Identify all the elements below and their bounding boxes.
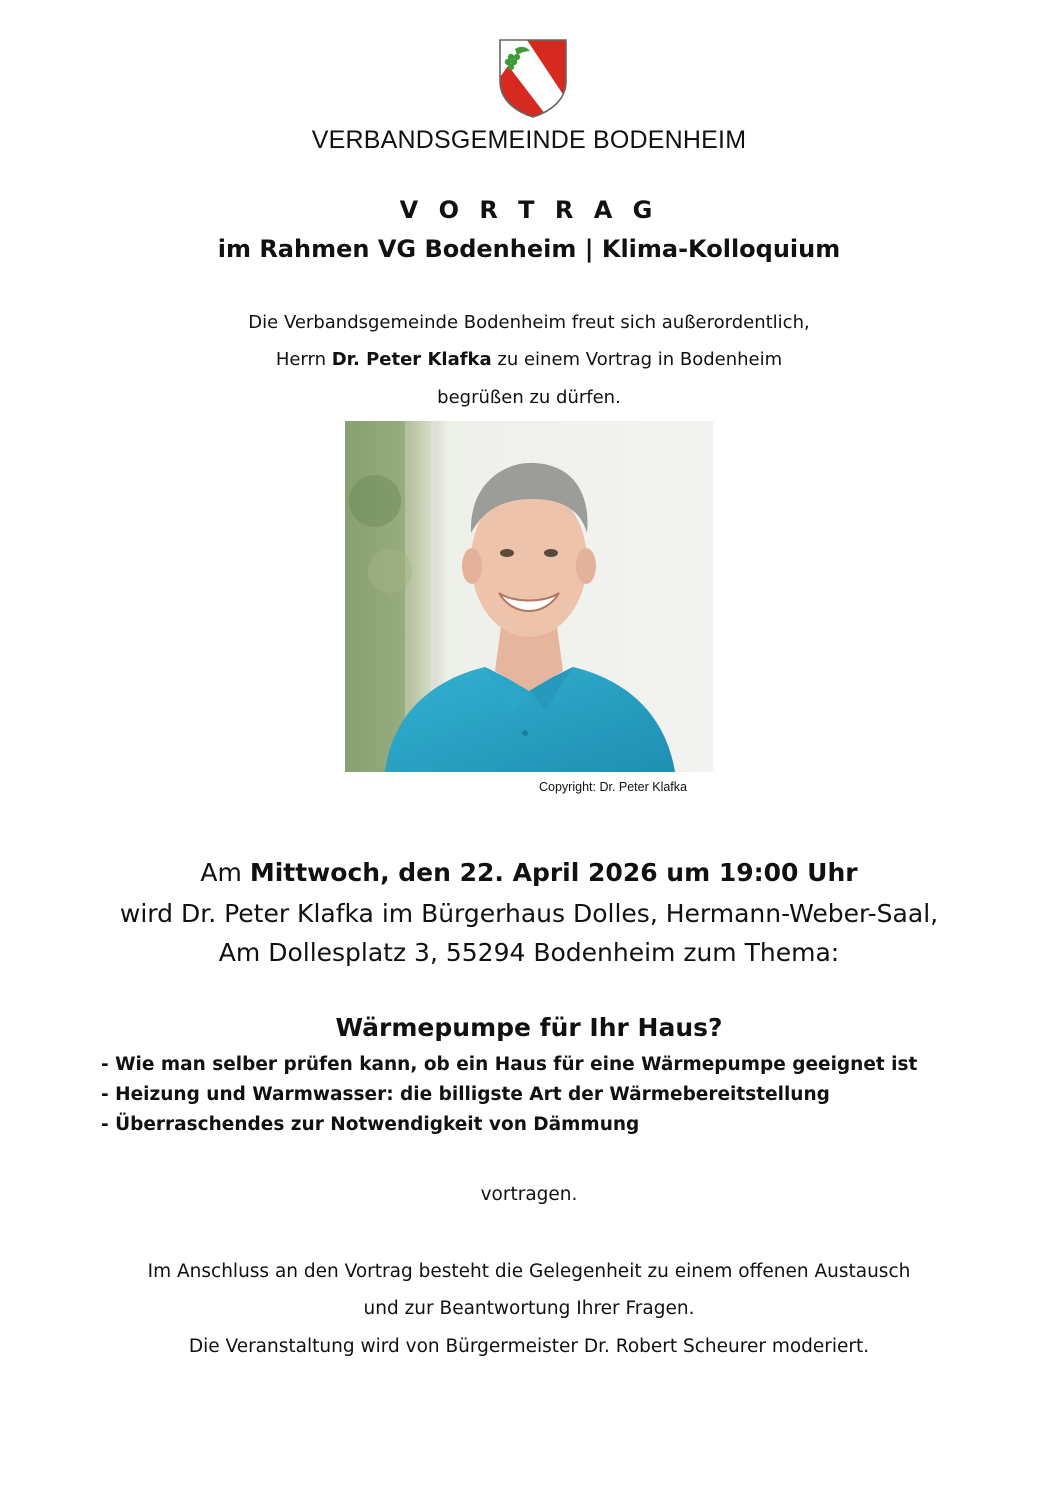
intro-line-3: begrüßen zu dürfen. [437, 387, 621, 408]
outro-line-2: und zur Beantwortung Ihrer Fragen. [363, 1298, 695, 1319]
event-type-heading: V O R T R A G [399, 196, 659, 224]
topic-bullet: - Überraschendes zur Notwendigkeit von Dämmung [101, 1114, 640, 1135]
event-address-line: Am Dollesplatz 3, 55294 Bodenheim zum Thema: [218, 938, 840, 967]
topic-bullet: - Wie man selber prüfen kann, ob ein Haus für eine Wärmepumpe geeignet ist [101, 1054, 918, 1075]
organization-name: VERBANDSGEMEINDE BODENHEIM [311, 126, 747, 154]
topic-title: Wärmepumpe für Ihr Haus? [335, 1013, 723, 1042]
closing-verb: vortragen. [480, 1184, 578, 1205]
photo-credit: Copyright: Dr. Peter Klafka [539, 780, 687, 794]
event-date: Mittwoch, den 22. April 2026 um 19:00 Uhr [249, 858, 858, 887]
event-series-heading: im Rahmen VG Bodenheim | Klima-Kolloquium [217, 235, 841, 263]
event-venue-line: wird Dr. Peter Klafka im Bürgerhaus Dolles, Hermann-Weber-Saal, [119, 899, 939, 928]
outro-line-3: Die Veranstaltung wird von Bürgermeister Dr. Robert Scheurer moderiert. [188, 1336, 870, 1357]
intro-line-1: Die Verbandsgemeinde Bodenheim freut sich außerordentlich, [248, 312, 810, 333]
intro-prefix: Herrn [275, 349, 332, 370]
event-date-line [0, 858, 1058, 887]
outro-line-1: Im Anschluss an den Vortrag besteht die Gelegenheit zu einem offenen Austausch [147, 1261, 911, 1282]
date-prefix: Am [200, 858, 250, 887]
coat-of-arms-logo [497, 37, 569, 119]
speaker-name: Dr. Peter Klafka [331, 349, 492, 370]
topic-bullet: - Heizung und Warmwasser: die billigste Art der Wärmebereitstellung [101, 1084, 830, 1105]
speaker-photo [345, 421, 713, 772]
intro-suffix: zu einem Vortrag in Bodenheim [491, 349, 783, 370]
intro-line-2 [0, 349, 1058, 370]
